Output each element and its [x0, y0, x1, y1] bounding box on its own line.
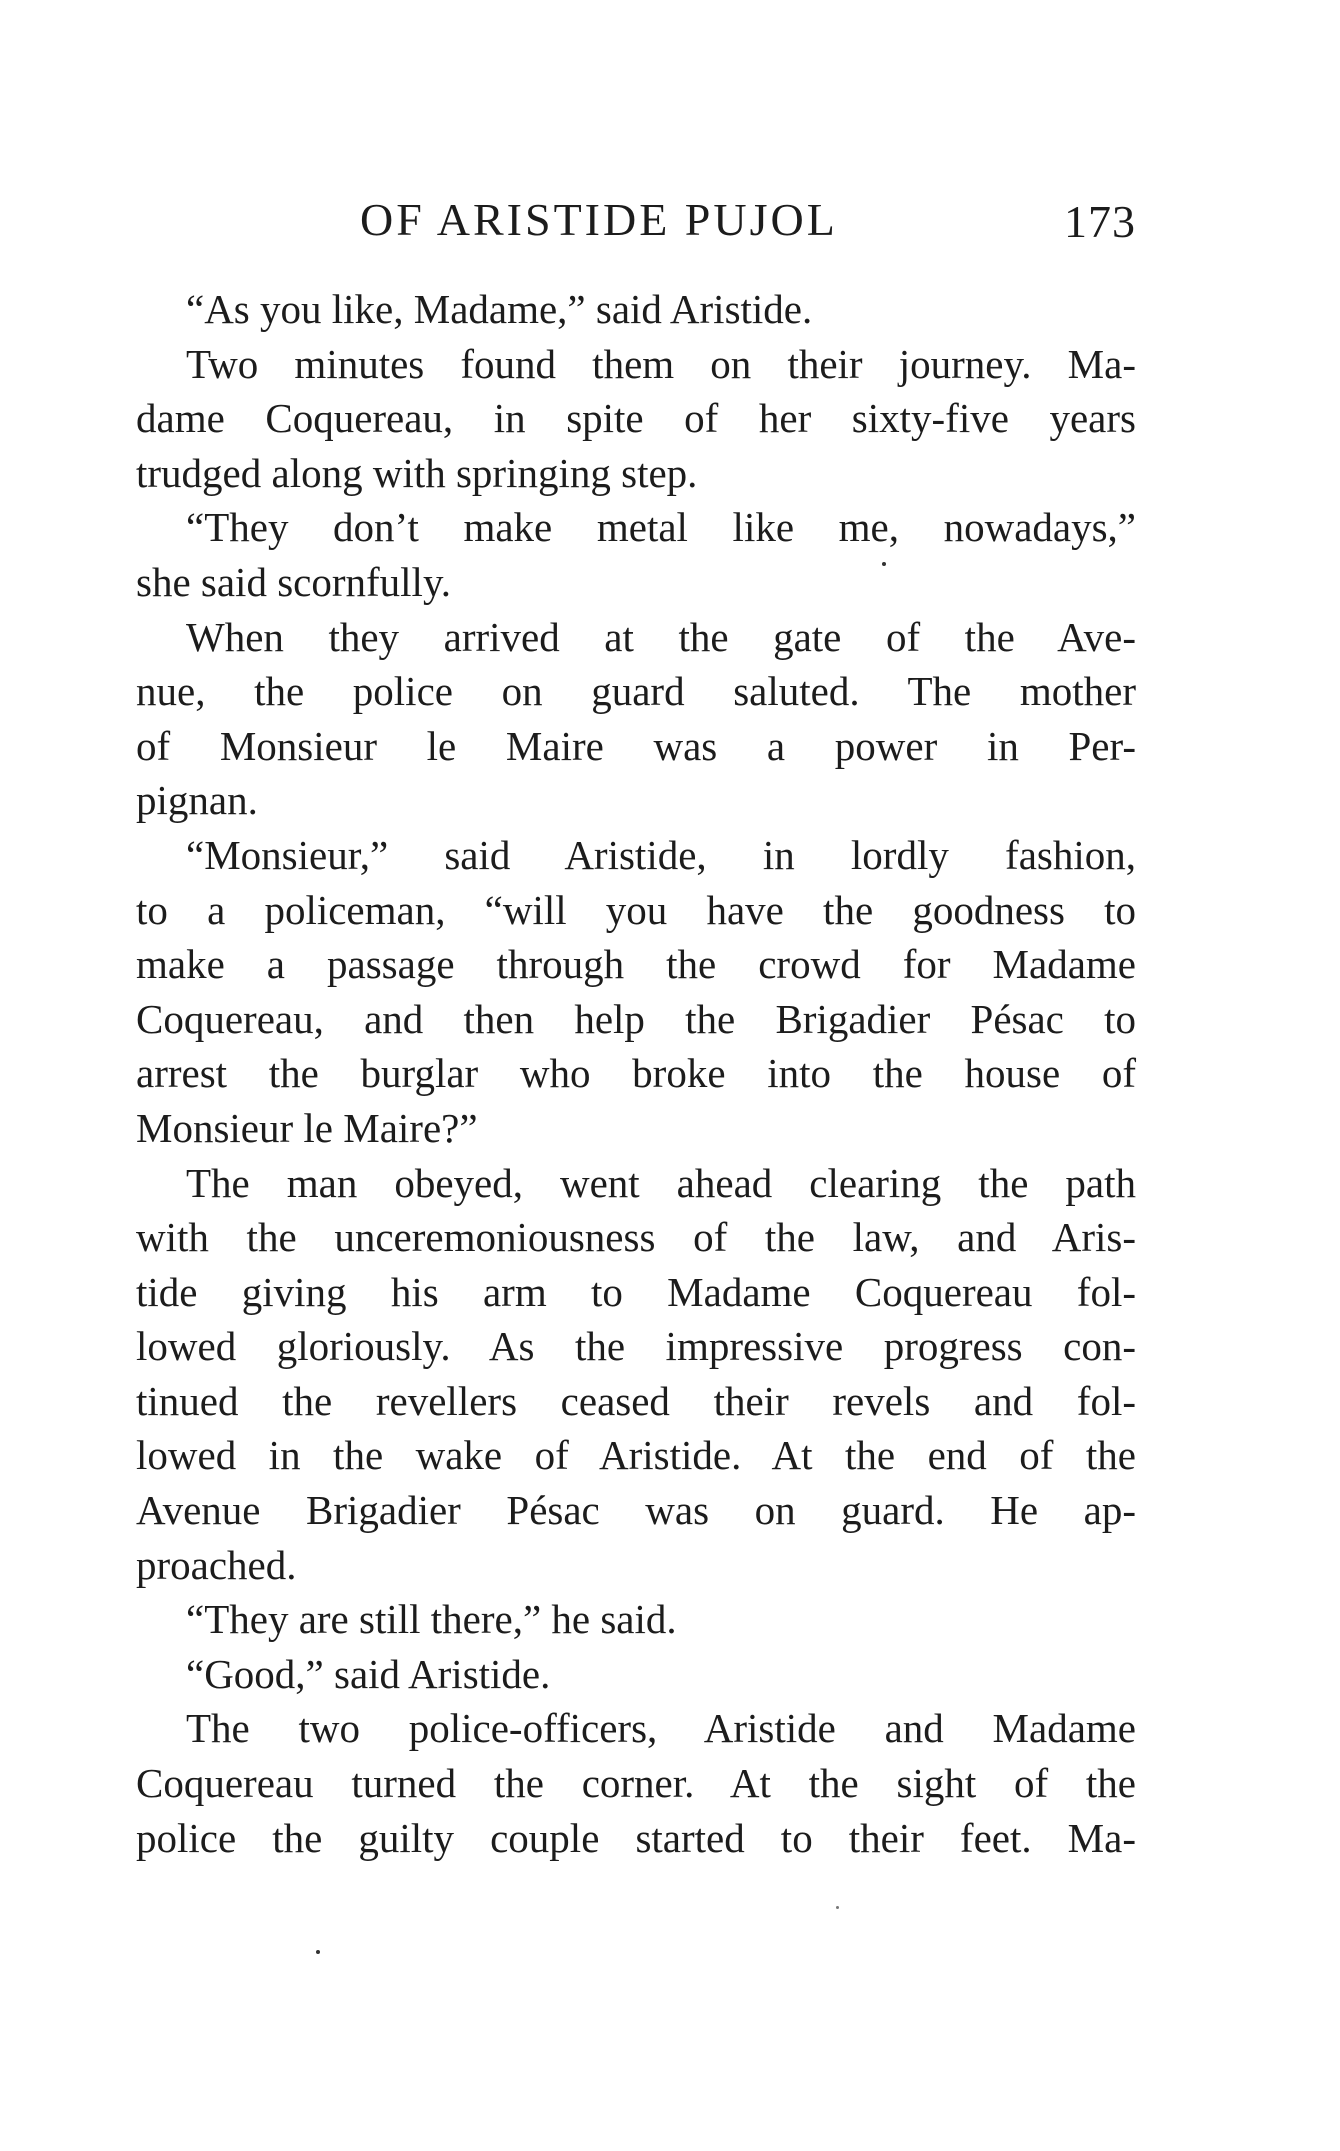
text-line: tinued the revellers ceased their revels and fol-: [136, 1377, 1136, 1424]
text-line: “Good,” said Aristide.: [186, 1650, 551, 1697]
text-line: The two police-officers, Aristide and Madame: [186, 1705, 1136, 1752]
text-line: “They are still there,” he said.: [186, 1596, 677, 1643]
text-line: Monsieur le Maire?”: [136, 1104, 478, 1151]
text-line: she said scornfully.: [136, 558, 452, 605]
text-line: police the guilty couple started to their feet. Ma-: [136, 1814, 1136, 1861]
text-line: “They don’t make metal like me, nowadays,”: [186, 504, 1136, 551]
body-text: [136, 282, 1136, 1865]
page-number: 173: [1064, 196, 1136, 247]
text-line: “As you like, Madame,” said Aristide.: [186, 286, 813, 332]
text-line: “Monsieur,” said Aristide, in lordly fashion,: [186, 831, 1136, 878]
text-line: of Monsieur le Maire was a power in Per-: [136, 722, 1136, 769]
text-line: When they arrived at the gate of the Ave-: [186, 613, 1136, 660]
text-line: tide giving his arm to Madame Coquereau fol-: [136, 1268, 1136, 1315]
text-line: to a policeman, “will you have the goodness to: [136, 886, 1136, 933]
text-line: make a passage through the crowd for Madame: [136, 941, 1136, 988]
text-line: The man obeyed, went ahead clearing the path: [186, 1159, 1136, 1206]
text-line: lowed in the wake of Aristide. At the end of the: [136, 1432, 1136, 1479]
text-line: Coquereau turned the corner. At the sight of the: [136, 1760, 1136, 1807]
text-line: trudged along with springing step.: [136, 449, 698, 496]
text-line: pignan.: [136, 777, 258, 824]
text-line: Coquereau, and then help the Brigadier Pésac to: [136, 995, 1136, 1042]
page-header: [136, 190, 1136, 260]
text-line: nue, the police on guard saluted. The mother: [136, 668, 1136, 715]
text-line: with the unceremoniousness of the law, and Aris-: [136, 1214, 1136, 1261]
running-title: OF ARISTIDE PUJOL: [360, 194, 838, 245]
print-speck: [316, 1950, 320, 1954]
text-line: dame Coquereau, in spite of her sixty-five years: [136, 395, 1136, 442]
text-line: Avenue Brigadier Pésac was on guard. He ap-: [136, 1487, 1136, 1534]
text-line: proached.: [136, 1541, 297, 1588]
text-line: lowed gloriously. As the impressive progress con-: [136, 1323, 1136, 1370]
text-line: arrest the burglar who broke into the house of: [136, 1050, 1136, 1097]
text-line: Two minutes found them on their journey. Ma-: [186, 340, 1136, 387]
print-speck: [836, 1906, 839, 1909]
print-speck: [882, 562, 886, 566]
